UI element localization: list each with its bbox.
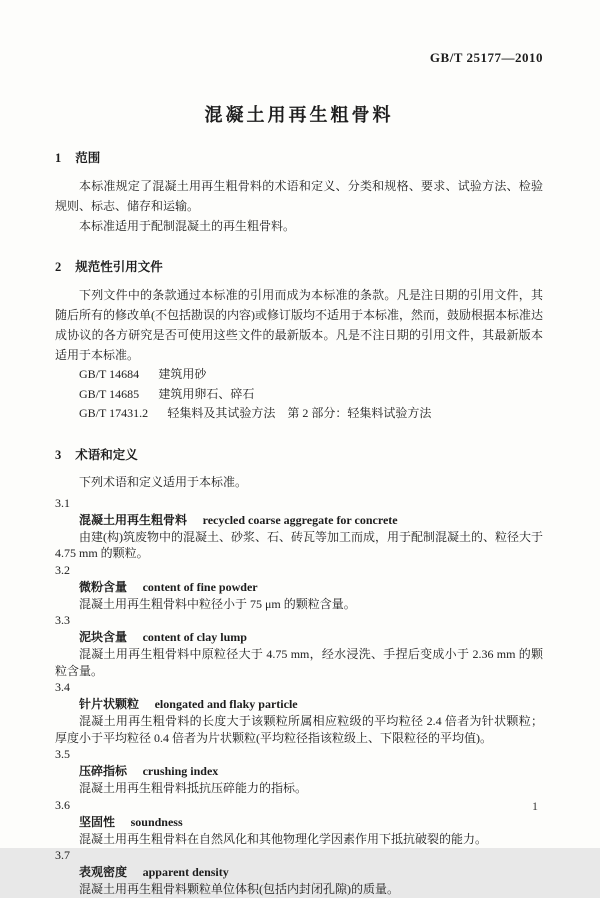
term-number: 3.5 [55, 747, 70, 761]
term-definition: 混凝土用再生粗骨料中粒径小于 75 μm 的颗粒含量。 [79, 596, 356, 611]
term-definition: 由建(构)筑废物中的混凝土、砂浆、石、砖瓦等加工而成，用于配制混凝土的、粒径大于 4.75 mm 的颗粒。 [55, 529, 543, 560]
reference-name: 建筑用卵石、碎石 [158, 386, 255, 401]
term-number: 3.3 [55, 613, 70, 627]
term-en: recycled coarse aggregate for concrete [202, 512, 398, 527]
term-zh: 针片状颗粒 [79, 697, 140, 711]
term-entry [55, 495, 543, 562]
term-zh: 压碎指标 [79, 764, 128, 778]
term-entry [55, 612, 543, 679]
term-definition: 混凝土用再生粗骨料抵抗压碎能力的指标。 [79, 781, 308, 795]
term-heading [55, 864, 543, 881]
section-terms-heading [55, 446, 543, 464]
term-heading [55, 512, 543, 529]
section-title: 规范性引用文件 [75, 260, 163, 274]
term-en: crushing index [142, 764, 219, 778]
term-entry [55, 562, 543, 613]
term-en: elongated and flaky particle [154, 697, 298, 711]
term-heading [55, 763, 543, 780]
term-heading [55, 696, 543, 713]
normative-paragraph: 下列文件中的条款通过本标准的引用而成为本标准的条款。凡是注日期的引用文件，其随后所有的修改单(不包括勘误的内容)或修订版均不适用于本标准，然而，鼓励根据本标准达成协议的各方研究是否可使用这些文件的最新版本。凡是不注日期的引用文件，其最新版本适用于本标准。 [55, 288, 543, 362]
reference-name: 建筑用砂 [158, 367, 207, 381]
term-zh: 混凝土用再生粗骨料 [79, 512, 188, 527]
term-number: 3.6 [55, 797, 70, 812]
section-scope-heading [55, 149, 543, 167]
page-number: 1 [532, 799, 538, 813]
reference-item [55, 385, 543, 405]
term-en: content of clay lump [142, 630, 247, 644]
term-entry [55, 847, 543, 898]
scope-paragraph-1: 本标准规定了混凝土用再生粗骨料的术语和定义、分类和规格、要求、试验方法、检验规则、标志、储存和运输。 [55, 179, 543, 213]
terms-intro: 下列术语和定义适用于本标准。 [79, 474, 248, 489]
section-number: 3 [55, 447, 62, 462]
term-definition: 混凝土用再生粗骨料颗粒单位体积(包括内封闭孔隙)的质量。 [79, 882, 399, 896]
term-number: 3.2 [55, 562, 70, 577]
term-entry [55, 746, 543, 797]
section-number: 1 [55, 151, 62, 165]
term-number: 3.4 [55, 680, 70, 694]
reference-code: GB/T 17431.2 [79, 406, 149, 420]
term-zh: 微粉含量 [79, 579, 128, 594]
standard-code: GB/T 25177—2010 [429, 50, 543, 65]
term-heading [55, 814, 543, 831]
term-number: 3.7 [55, 848, 70, 862]
terms-and-definitions [55, 473, 543, 898]
term-definition: 混凝土用再生粗骨料中原粒径大于 4.75 mm，经水浸洗、手捏后变成小于 2.36 mm 的颗粒含量。 [55, 647, 543, 678]
term-definition: 混凝土用再生粗骨料的长度大于该颗粒所属相应粒级的平均粒径 2.4 倍者为针状颗粒；厚度小于平均粒径 0.4 倍者为片状颗粒(平均粒径指该粒级上、下限粒径的平均值)。 [55, 714, 543, 745]
document-title: 混凝土用再生粗骨料 [204, 105, 394, 125]
term-heading [55, 579, 543, 596]
term-en: content of fine powder [142, 579, 258, 594]
term-zh: 坚固性 [79, 814, 116, 829]
section-title: 范围 [75, 151, 101, 165]
reference-item [55, 365, 543, 385]
reference-code: GB/T 14684 [79, 367, 140, 381]
term-heading [55, 629, 543, 646]
term-entry [55, 679, 543, 746]
term-entry [55, 797, 543, 848]
reference-name: 轻集料及其试验方法 第 2 部分：轻集料试验方法 [167, 406, 432, 420]
scope-paragraph-2: 本标准适用于配制混凝土的再生粗骨料。 [79, 219, 296, 233]
term-en: apparent density [142, 865, 229, 879]
term-zh: 表观密度 [79, 865, 128, 879]
term-definition: 混凝土用再生粗骨料在自然风化和其他物理化学因素作用下抵抗破裂的能力。 [79, 831, 488, 846]
section-title: 术语和定义 [75, 447, 138, 462]
reference-item [55, 404, 543, 424]
section-number: 2 [55, 260, 62, 274]
term-zh: 泥块含量 [79, 630, 128, 644]
term-en: soundness [130, 814, 183, 829]
section-normative-heading [55, 258, 543, 276]
term-number: 3.1 [55, 495, 70, 510]
reference-code: GB/T 14685 [79, 386, 140, 401]
